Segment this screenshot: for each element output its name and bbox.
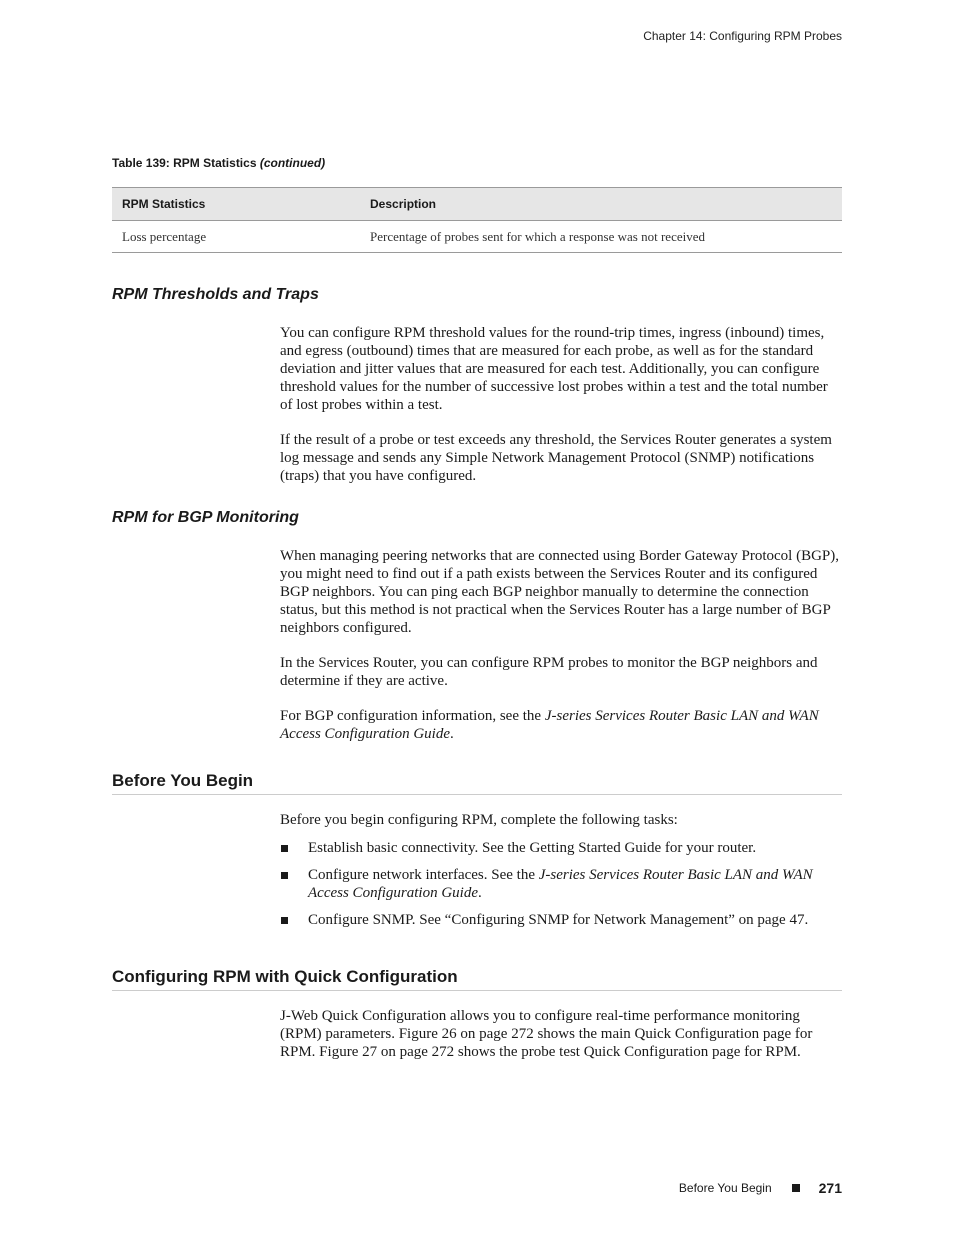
paragraph-thresholds-2: If the result of a probe or test exceeds any threshold, the Services Router generates a system log message and sends any Simple Network Management Protocol (SNMP) notifications (traps) that you have configured. <box>280 432 832 484</box>
list-item <box>280 839 842 857</box>
paragraph-quick-configuration: J-Web Quick Configuration allows you to configure real-time performance monitoring (RPM) parameters. Figure 26 on page 272 shows the main Quick Configuration page for RPM. Figure 27 on page 272 shows the probe test Quick Configuration page for RPM. <box>280 1008 813 1060</box>
column-header-rpm-statistics: RPM Statistics <box>112 188 360 221</box>
footer-square-icon <box>792 1184 800 1192</box>
heading-before-you-begin: Before You Begin <box>112 771 842 795</box>
paragraph-bgp-2: In the Services Router, you can configure RPM probes to monitor the BGP neighbors and determine if they are active. <box>280 655 818 689</box>
footer-section-title: Before You Begin <box>678 1181 772 1195</box>
column-header-description: Description <box>360 188 842 221</box>
bgp-see-suffix: . <box>449 726 454 742</box>
bgp-guide-title: J-series Services Router Basic LAN and WAN Access Configuration Guide <box>280 708 819 742</box>
list-item <box>280 866 842 902</box>
task-list <box>280 839 842 929</box>
task-connectivity: Establish basic connectivity. See the Getting Started Guide for your router. <box>308 840 757 856</box>
list-item <box>280 911 842 929</box>
bgp-see-prefix: For BGP configuration information, see the <box>280 708 545 724</box>
page-footer <box>679 1180 842 1196</box>
table-caption-continued: (continued) <box>259 156 326 170</box>
task-interfaces-suffix: . <box>477 885 482 901</box>
rpm-statistics-table <box>112 187 842 253</box>
table-cell-statistic: Loss percentage <box>112 221 360 253</box>
bullet-square-icon <box>281 872 288 879</box>
table-header-row <box>112 188 842 221</box>
table-row <box>112 221 842 253</box>
paragraph-bgp-3 <box>280 707 842 743</box>
table-caption <box>112 156 325 170</box>
table-caption-title: Table 139: RPM Statistics <box>112 156 257 170</box>
table-cell-description: Percentage of probes sent for which a response was not received <box>360 221 842 253</box>
running-head: Chapter 14: Configuring RPM Probes <box>643 29 842 43</box>
paragraph-bgp-1: When managing peering networks that are connected using Border Gateway Protocol (BGP), you might need to find out if a path exists between the Services Router and its configured BGP neighbors. You can ping each BGP neighbor manually to determine the connection status, but this method is not practical when the Services Router has a large number of BGP neighbors configured. <box>280 548 839 636</box>
page-number: 271 <box>818 1180 842 1196</box>
heading-quick-configuration: Configuring RPM with Quick Configuration <box>112 967 842 991</box>
heading-rpm-bgp-monitoring: RPM for BGP Monitoring <box>112 509 299 526</box>
heading-rpm-thresholds: RPM Thresholds and Traps <box>112 286 319 303</box>
task-interfaces-guide-title: J-series Services Router Basic LAN and WAN Access Configuration Guide <box>308 867 813 901</box>
bullet-square-icon <box>281 845 288 852</box>
bullet-square-icon <box>281 917 288 924</box>
paragraph-thresholds-1: You can configure RPM threshold values for the round-trip times, ingress (inbound) times, and egress (outbound) times that are measured for each probe, as well as for the standard deviation and jitter values that are measured for each test. Additionally, you can configure threshold values for the number of successive lost probes within a test and the total number of lost probes within a test. <box>280 325 828 413</box>
task-interfaces-prefix: Configure network interfaces. See the <box>308 867 539 883</box>
paragraph-before-intro: Before you begin configuring RPM, complete the following tasks: <box>280 812 678 828</box>
task-snmp: Configure SNMP. See “Configuring SNMP for Network Management” on page 47. <box>308 912 809 928</box>
